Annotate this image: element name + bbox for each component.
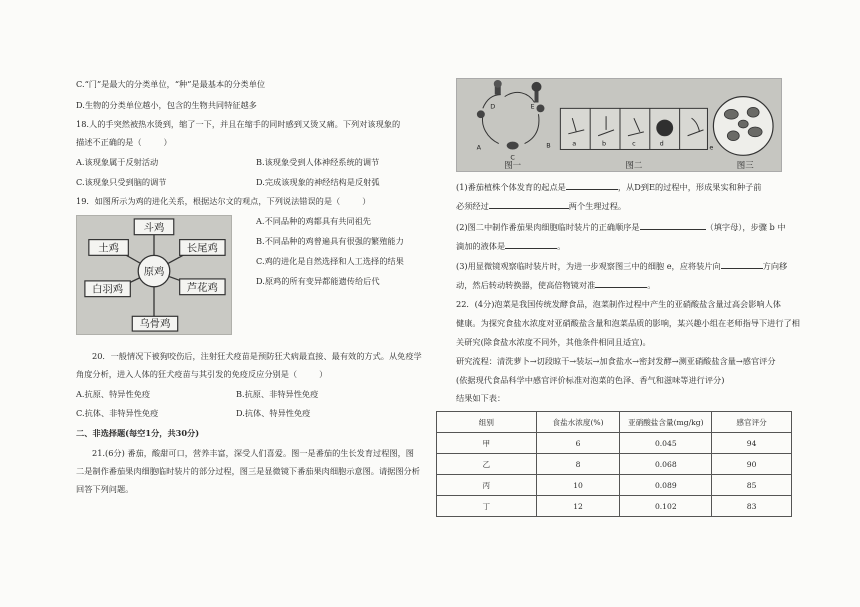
chicken-evolution-diagram xyxy=(76,215,232,335)
diagram-node-left-top: 土鸡 xyxy=(98,242,119,255)
tomato-figures xyxy=(456,78,782,172)
q20-stem-line2: 角度分析，进入人体的狂犬疫苗与其引发的免疫反应分别是（ ） xyxy=(76,369,328,379)
table-cell: 0.045 xyxy=(620,433,712,454)
table-cell: 乙 xyxy=(437,454,537,475)
table-row xyxy=(437,433,792,454)
q22-stem-line1: 22．(4分)泡菜是我国传统发酵食品，泡菜制作过程中产生的亚硝酸盐含量过高会影响人体 xyxy=(456,299,781,309)
q21-3-line1: (3)用显微镜观察临时装片时，为进一步观察图三中的细胞 e，应将装片向 方向移 xyxy=(456,261,788,271)
q20-stem-line1: 20．一般情况下被狗咬伤后，注射狂犬疫苗是预防狂犬病最直接、最有效的方式。从免疫学 xyxy=(92,351,422,361)
q19-option-d: D.原鸡的所有变异都能遗传给后代 xyxy=(256,276,380,286)
q22-stem-line3: 关研究(除食盐水浓度不同外，其他条件相同且适宜)。 xyxy=(456,337,651,347)
q22-procedure: 研究流程：清洗萝卜→切段晾干→装坛→加食盐水→密封发酵→测亚硝酸盐含量→感官评分 xyxy=(456,356,776,366)
diagram-node-bottom: 乌骨鸡 xyxy=(139,318,171,331)
q18-option-a: A.该现象属于反射活动 xyxy=(76,157,159,167)
q20-option-d: D.抗体、特异性免疫 xyxy=(236,408,311,418)
q18-option-b: B.该现象受到人体神经系统的调节 xyxy=(256,157,380,167)
figure1-caption: 图一 xyxy=(504,160,522,171)
table-header: 组别 xyxy=(437,412,537,433)
table-cell: 8 xyxy=(536,454,620,475)
svg-text:C: C xyxy=(510,153,515,162)
table-header-row xyxy=(437,412,792,433)
q21-2-line2: 滴加的液体是 。 xyxy=(456,241,566,251)
q18-stem-line1: 18.人的手突然被热水烫到，缩了一下，并且在缩手的同时感到又烫又痛。下列对该现象的 xyxy=(76,119,401,129)
q21-stem-line2: 二是制作番茄果肉细胞临时装片的部分过程，图三是显微镜下番茄果肉细胞示意图。请据图分析 xyxy=(76,466,420,476)
diagram-node-top: 斗鸡 xyxy=(143,221,165,234)
table-row xyxy=(437,475,792,496)
table-cell: 85 xyxy=(712,475,792,496)
q22-results-intro: 结果如下表： xyxy=(456,393,506,403)
table-cell: 12 xyxy=(536,496,620,517)
table-cell: 0.089 xyxy=(620,475,712,496)
svg-text:E: E xyxy=(530,102,535,111)
q21-1-line2: 必须经过 两个生理过程。 xyxy=(456,201,627,211)
figure2-caption: 图二 xyxy=(625,160,643,171)
q18-stem-line2: 描述不正确的是（ ） xyxy=(76,137,172,147)
table-cell: 10 xyxy=(536,475,620,496)
svg-text:B: B xyxy=(546,141,551,150)
svg-text:c: c xyxy=(632,139,636,148)
q20-option-b: B.抗原、非特异性免疫 xyxy=(236,389,319,399)
q22-stem-line2: 健康。为探究食盐水浓度对亚硝酸盐含量和泡菜品质的影响，某兴趣小组在老师指导下进行了相 xyxy=(456,318,800,328)
q19-option-c: C.鸡的进化是自然选择和人工选择的结果 xyxy=(256,256,404,266)
q19-option-b: B.不同品种的鸡曾遍具有很强的繁殖能力 xyxy=(256,236,404,246)
diagram-node-center: 原鸡 xyxy=(143,266,165,279)
svg-text:d: d xyxy=(659,139,664,148)
q21-3-line2: 动，然后转动转换器，使高倍物镜对准 。 xyxy=(456,280,656,290)
q21-stem-line1: 21.(6分) 番茄，酸甜可口，营养丰富，深受人们喜爱。图一是番茄的生长发育过程图，图 xyxy=(92,448,414,458)
q22-procedure-note: (依据现代食品科学中感官评价标准对泡菜的色泽、香气和滋味等进行评分) xyxy=(456,375,725,385)
svg-text:a: a xyxy=(572,139,577,148)
q20-option-a: A.抗原、特异性免疫 xyxy=(76,389,151,399)
option-d-line: D.生物的分类单位越小，包含的生物共同特征越多 xyxy=(76,100,257,110)
table-cell: 94 xyxy=(712,433,792,454)
q20-option-c: C.抗体、非特异性免疫 xyxy=(76,408,159,418)
q19-option-a: A.不同品种的鸡都具有共同祖先 xyxy=(256,216,371,226)
svg-text:e: e xyxy=(709,143,714,152)
table-cell: 6 xyxy=(536,433,620,454)
table-row xyxy=(437,454,792,475)
diagram-node-left-bottom: 白羽鸡 xyxy=(92,283,124,296)
table-cell: 丙 xyxy=(437,475,537,496)
table-cell: 甲 xyxy=(437,433,537,454)
q21-stem-line3: 回答下列问题。 xyxy=(76,484,134,494)
q18-option-c: C.该现象只受到脑的调节 xyxy=(76,177,167,187)
table-header: 感官评分 xyxy=(712,412,792,433)
table-cell: 0.068 xyxy=(620,454,712,475)
section-heading: 二、非选择题(每空1分，共30分) xyxy=(76,428,200,438)
diagram-node-right-bottom: 芦花鸡 xyxy=(186,281,218,294)
svg-text:A: A xyxy=(476,143,482,152)
table-cell: 83 xyxy=(712,496,792,517)
table-row xyxy=(437,496,792,517)
table-cell: 0.102 xyxy=(620,496,712,517)
table-header: 食盐水浓度(%) xyxy=(536,412,620,433)
diagram-node-right-top: 长尾鸡 xyxy=(186,242,218,255)
table-header: 亚硝酸盐含量(mg/kg) xyxy=(620,412,712,433)
q19-stem: 19．如图所示为鸡的进化关系，根据达尔文的观点，下列说法错误的是（ ） xyxy=(76,196,371,206)
q21-2-line1: (2)图二中制作番茄果肉细胞临时装片的正确顺序是 （填字母），步骤 b 中 xyxy=(456,222,786,232)
q21-1-line1: (1)番茄植株个体发育的起点是 ，从D到E的过程中，形成果实和种子前 xyxy=(456,182,762,192)
figure3-caption: 图三 xyxy=(736,160,754,171)
table-cell: 90 xyxy=(712,454,792,475)
results-table xyxy=(436,411,792,517)
table-cell: 丁 xyxy=(437,496,537,517)
svg-text:b: b xyxy=(602,139,607,148)
svg-text:D: D xyxy=(490,102,496,111)
option-c-line: C.“门”是最大的分类单位，“种”是最基本的分类单位 xyxy=(76,79,266,89)
q18-option-d: D.完成该现象的神经结构是反射弧 xyxy=(256,177,380,187)
